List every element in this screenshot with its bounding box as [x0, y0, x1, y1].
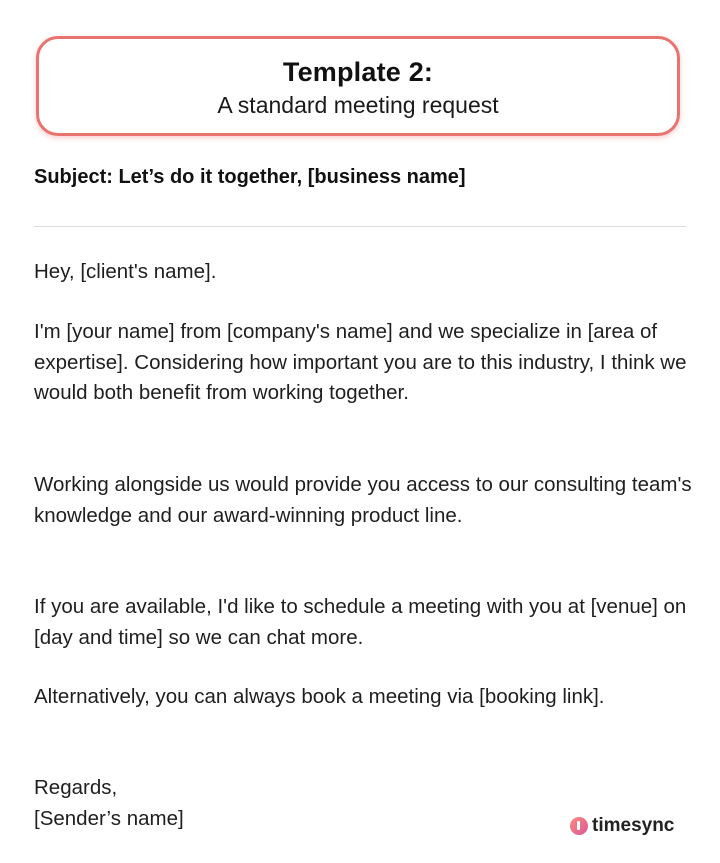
template-subtitle: A standard meeting request	[217, 92, 499, 118]
template-title: Template 2:	[282, 57, 434, 87]
letter-benefit-paragraph: Working alongside us would provide you access to our consulting team's knowledge and our award-winning product line.	[34, 473, 692, 527]
letter-greeting: Hey, [client's name].	[34, 260, 217, 283]
brand-logo	[570, 815, 674, 837]
timesync-logo-icon	[570, 817, 588, 835]
letter-closing: Regards,	[34, 776, 118, 799]
email-subject-line: Subject: Let’s do it together, [business name]	[34, 166, 466, 188]
subject-divider	[34, 226, 686, 227]
letter-intro-paragraph: I'm [your name] from [company's name] and we specialize in [area of expertise]. Considering how important you are to this industry, I think we would both benefit from working together.	[34, 320, 687, 404]
letter-schedule-paragraph: If you are available, I'd like to schedule a meeting with you at [venue] on [day and time] so we can chat more.	[34, 595, 687, 649]
letter-alternative-paragraph: Alternatively, you can always book a meeting via [booking link].	[34, 685, 605, 708]
brand-name: timesync	[592, 815, 675, 836]
letter-sender-name: [Sender’s name]	[34, 806, 184, 830]
template-title-card	[36, 36, 680, 136]
